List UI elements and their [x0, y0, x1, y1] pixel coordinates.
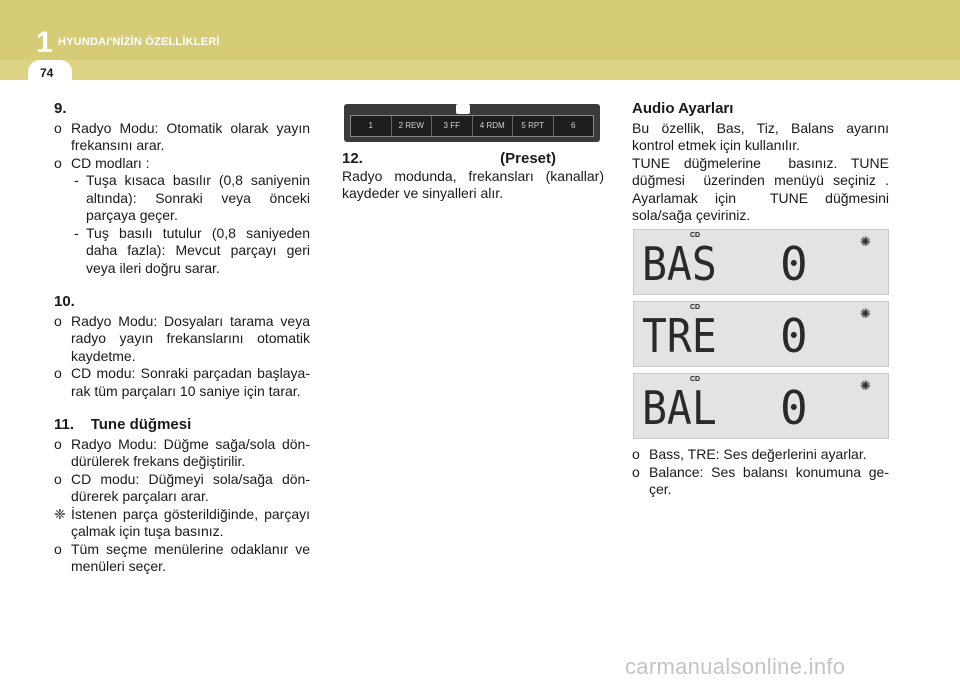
preset-button-5: 5 RPT [513, 116, 554, 136]
lcd-label: TRE [642, 309, 717, 363]
column-right [632, 100, 893, 225]
lcd-display-balance [633, 373, 889, 439]
section-12-title: 12. (Preset) [342, 150, 556, 167]
list-item: o CD modu: Düğmeyi sola/sağa dön-dürerek parçaları arar. [54, 470, 310, 504]
chapter-number: 1 [36, 26, 53, 59]
header-top-band [0, 0, 960, 60]
lcd-display-bass [633, 229, 889, 295]
section-12-text: Radyo modunda, frekansları (kanallar) kaydeder ve sinyalleri alır. [342, 167, 604, 201]
list-item: o Bass, TRE: Ses değerlerini ayarlar. [632, 446, 867, 462]
audio-settings-list [632, 446, 889, 499]
sub-list-item: - Tuş basılı tutulur (0,8 saniyeden daha fazla): Mevcut parçayı geri veya ileri doğru sarar. [74, 224, 310, 276]
audio-settings-instructions: TUNE düğmelerine basınız. TUNE düğmesi üzerinden menüyü seçiniz . Ayarlamak için TUNE düğmesini sola/sağa çeviriniz. [632, 154, 893, 223]
cd-indicator: CD [690, 376, 701, 383]
cd-indicator: CD [690, 304, 701, 311]
sub-list-item: - Tuşa kısaca basılır (0,8 saniyenin altında): Sonraki veya önceki parçaya geçer. [74, 172, 310, 223]
list-item: o Radyo Modu: Düğme sağa/sola dön-dürülerek frekans değiştirilir. [54, 435, 310, 469]
lcd-value: 0 [780, 381, 808, 435]
cd-indicator: CD [690, 232, 701, 239]
column-left [54, 100, 310, 576]
watermark: carmanualsonline.info [625, 654, 846, 679]
section-9-title: 9. [54, 100, 67, 117]
disc-icon: ✺ [860, 306, 871, 321]
preset-button-6: 6 [571, 121, 576, 130]
list-item: o Balance: Ses balansı konumuna ge-çer. [632, 463, 889, 497]
list-item: o CD modu: Sonraki parçadan başlaya-rak tüm parçaları 10 saniye için tarar. [54, 365, 310, 399]
radio-logo-icon [456, 104, 470, 114]
lcd-value: 0 [780, 309, 808, 363]
preset-button-4: 4 RDM [473, 116, 514, 136]
lcd-label: BAL [642, 381, 717, 435]
lcd-display-treble [633, 301, 889, 367]
list-item: o Radyo Modu: Dosyaları tarama veya radyo yayın frekanslarını otomatik kaydetme. [54, 312, 310, 364]
note-icon: ❈ [54, 505, 66, 522]
column-middle [342, 150, 604, 203]
preset-button-2: 2 REW [392, 116, 433, 136]
note-item: ❈ İstenen parça gösterildiğinde, parçayı çalmak için tuşa basınız. [54, 505, 310, 539]
section-11-title: 11. Tune düğmesi [54, 416, 192, 433]
audio-settings-intro: Bu özellik, Bas, Tiz, Balans ayarını kontrol etmek için kullanılır. [632, 119, 889, 153]
preset-button-row [350, 115, 594, 137]
section-10-title: 10. [54, 293, 75, 310]
list-item: o Tüm seçme menülerine odaklanır ve menüleri seçer. [54, 540, 310, 574]
radio-preset-panel-image [344, 104, 600, 142]
disc-icon: ✺ [860, 378, 871, 393]
audio-settings-title: Audio Ayarları [632, 100, 734, 117]
list-item: o CD modları : [54, 154, 150, 171]
lcd-label: BAS [642, 237, 717, 291]
header-band [0, 0, 960, 80]
page-number: 74 [40, 66, 54, 80]
chapter-title: HYUNDAI'NİZİN ÖZELLİKLERİ [58, 36, 220, 48]
disc-icon: ✺ [860, 234, 871, 249]
preset-button-1: 1 [351, 116, 392, 136]
list-item: o Radyo Modu: Otomatik olarak yayın frekansını arar. [54, 119, 310, 153]
preset-button-3: 3 FF [432, 116, 473, 136]
lcd-value: 0 [780, 237, 808, 291]
